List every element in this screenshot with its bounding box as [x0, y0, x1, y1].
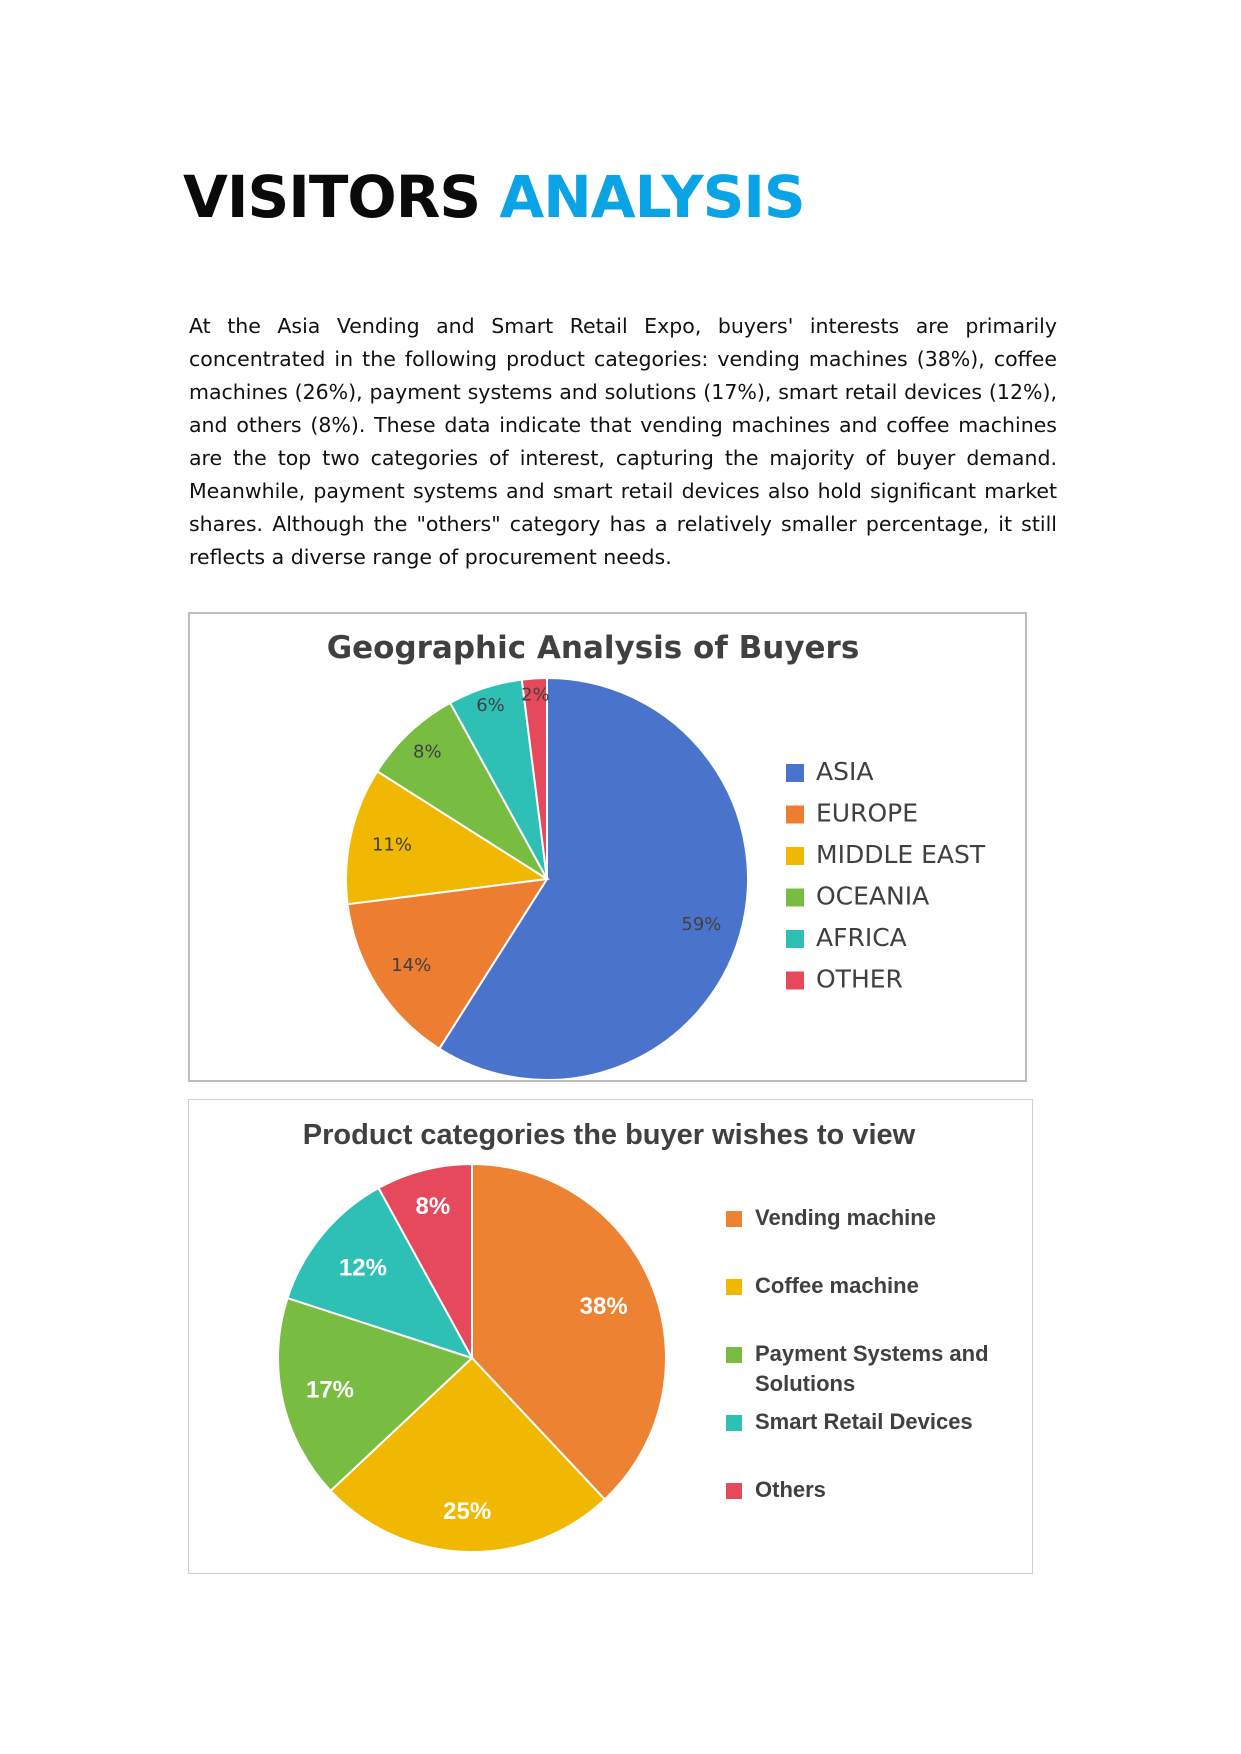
legend-swatch-others [726, 1483, 742, 1499]
product-categories-chart [188, 1099, 1033, 1574]
legend-swatch-other [786, 972, 804, 990]
slice-label-payment-systems-and-solutions: 17% [305, 1376, 355, 1404]
legend-label-coffee-machine: Coffee machine [755, 1272, 919, 1298]
legend-label-asia: ASIA [816, 757, 874, 786]
slice-label-other: 2% [521, 684, 550, 706]
geographic-analysis-chart [188, 612, 1027, 1082]
slice-label-asia: 59% [681, 913, 722, 935]
legend-label-africa: AFRICA [816, 923, 907, 952]
legend-label-payment-systems-and-solutions-line-2: Solutions [755, 1370, 856, 1396]
title-word-analysis: ANALYSIS [499, 163, 805, 231]
slice-label-middle-east: 11% [371, 834, 413, 856]
legend-swatch-oceania [786, 889, 804, 907]
legend-label-vending-machine: Vending machine [755, 1204, 936, 1230]
slice-label-smart-retail-devices: 12% [338, 1254, 387, 1282]
legend-label-middle-east: MIDDLE EAST [816, 840, 986, 869]
legend-swatch-payment-systems-and-solutions [726, 1347, 742, 1363]
legend-label-payment-systems-and-solutions-line-1: Payment Systems and [755, 1340, 989, 1366]
legend-label-other: OTHER [816, 964, 903, 994]
legend-label-smart-retail-devices: Smart Retail Devices [755, 1408, 973, 1434]
page-title [183, 163, 805, 231]
geographic-pie-svg [190, 614, 1025, 1080]
intro-paragraph: At the Asia Vending and Smart Retail Expo, buyers' interests are primarily concentrated in the following product categories: vending machines (38%), coffee machines (26%), payment systems and solutions (17%), smart retail devices (12%), and others (8%). These data indicate that vending machines and coffee machines are the top two categories of interest, capturing the majority of buyer demand. Meanwhile, payment systems and smart retail devices also hold significant market shares. Although the "others" category has a relatively smaller percentage, it still reflects a diverse range of procurement needs. [189, 314, 1057, 569]
slice-label-europe: 14% [391, 955, 432, 977]
legend-swatch-europe [786, 806, 804, 824]
slice-label-others: 8% [415, 1192, 451, 1220]
legend-swatch-africa [786, 930, 804, 948]
legend-label-europe: EUROPE [816, 798, 919, 828]
chart-title: Product categories the buyer wishes to view [302, 1119, 916, 1151]
legend-label-others: Others [755, 1476, 826, 1502]
legend-swatch-coffee-machine [726, 1279, 742, 1295]
legend-swatch-smart-retail-devices [726, 1415, 742, 1431]
legend-swatch-asia [786, 764, 804, 782]
slice-label-vending-machine: 38% [579, 1292, 628, 1320]
title-word-visitors: VISITORS [183, 163, 481, 231]
slice-label-africa: 6% [476, 695, 505, 716]
legend-label-oceania: OCEANIA [816, 881, 930, 911]
slice-label-oceania: 8% [413, 741, 442, 763]
legend-swatch-vending-machine [726, 1211, 742, 1227]
slice-label-coffee-machine: 25% [443, 1498, 492, 1526]
legend-swatch-middle-east [786, 847, 804, 865]
product-pie-svg [189, 1100, 1032, 1573]
chart-title: Geographic Analysis of Buyers [326, 630, 860, 666]
